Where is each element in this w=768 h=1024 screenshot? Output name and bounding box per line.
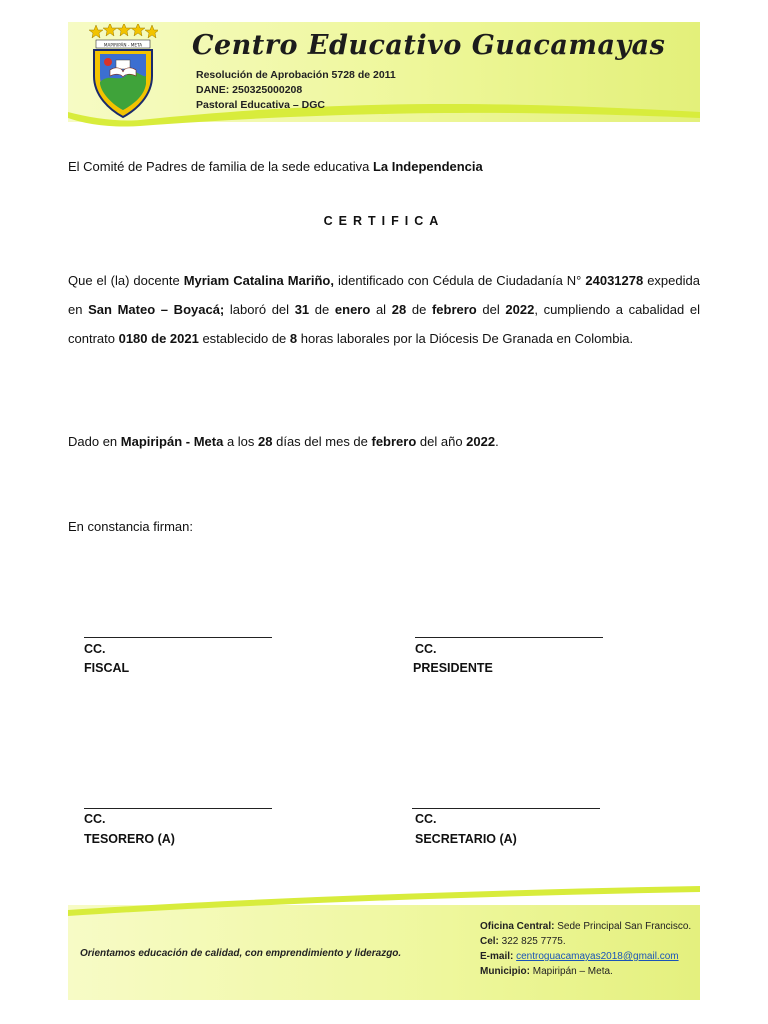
footer-swoosh [0, 880, 768, 920]
pastoral-line: Pastoral Educativa – DGC [196, 99, 325, 111]
dane-line: DANE: 250325000208 [196, 84, 303, 96]
role-tesorero: TESORERO (A) [84, 832, 175, 846]
school-name: Centro Educativo Guacamayas [192, 30, 666, 61]
school-crest-logo [88, 24, 158, 119]
dado-paragraph: Dado en Mapiripán - Meta a los 28 días del mes de febrero del año 2022. [68, 434, 499, 449]
role-secretario: SECRETARIO (A) [415, 832, 517, 846]
signature-line-fiscal [84, 637, 272, 638]
signature-line-secretario [412, 808, 600, 809]
id-place: San Mateo – Boyacá; [88, 302, 225, 317]
cc-label: CC. [84, 642, 106, 656]
signature-line-tesorero [84, 808, 272, 809]
email-link[interactable]: centroguacamayas2018@gmail.com [516, 951, 679, 962]
footer-email: E-mail: centroguacamayas2018@gmail.com [480, 951, 679, 962]
role-presidente: PRESIDENTE [413, 661, 493, 675]
id-number: 24031278 [585, 273, 644, 288]
cc-label: CC. [415, 812, 437, 826]
intro-paragraph [68, 152, 700, 181]
contract-number: 0180 de 2021 [118, 331, 199, 346]
footer-office: Oficina Central: Sede Principal San Francisco. [480, 921, 692, 932]
sede-name: La Independencia [372, 159, 483, 174]
teacher-name: Myriam Catalina Mariño, [183, 273, 334, 288]
svg-text:MAPIRIPÁN - META: MAPIRIPÁN - META [103, 42, 143, 48]
role-fiscal: FISCAL [84, 661, 130, 675]
cc-label: CC. [415, 642, 437, 656]
main-paragraph: Que el (la) docente Myriam Catalina Mariño, identificado con Cédula de Ciudadanía N° 24031278 expedida en San Mateo – Boyacá; laboró del 31 de enero al 28 de febrero del 2022, cumpliendo a cabalidad el contrato 0180 de 2021 establecido de 8 horas laborales por la Diócesis De Granada en Colombia. [68, 273, 700, 346]
cc-label: CC. [84, 812, 106, 826]
signature-line-presidente [415, 637, 603, 638]
footer-cel: Cel: 322 825 7775. [480, 936, 566, 947]
constancia-text: En constancia firman: [68, 519, 194, 534]
certifica-heading: CERTIFICA [323, 214, 445, 228]
intro-text: El Comité de Padres de familia de la sede educativa [68, 159, 373, 174]
footer-slogan: Orientamos educación de calidad, con emprendimiento y liderazgo. [80, 948, 402, 959]
footer-municipio: Municipio: Mapiripán – Meta. [480, 966, 613, 977]
resolution-line: Resolución de Aprobación 5728 de 2011 [196, 69, 396, 81]
